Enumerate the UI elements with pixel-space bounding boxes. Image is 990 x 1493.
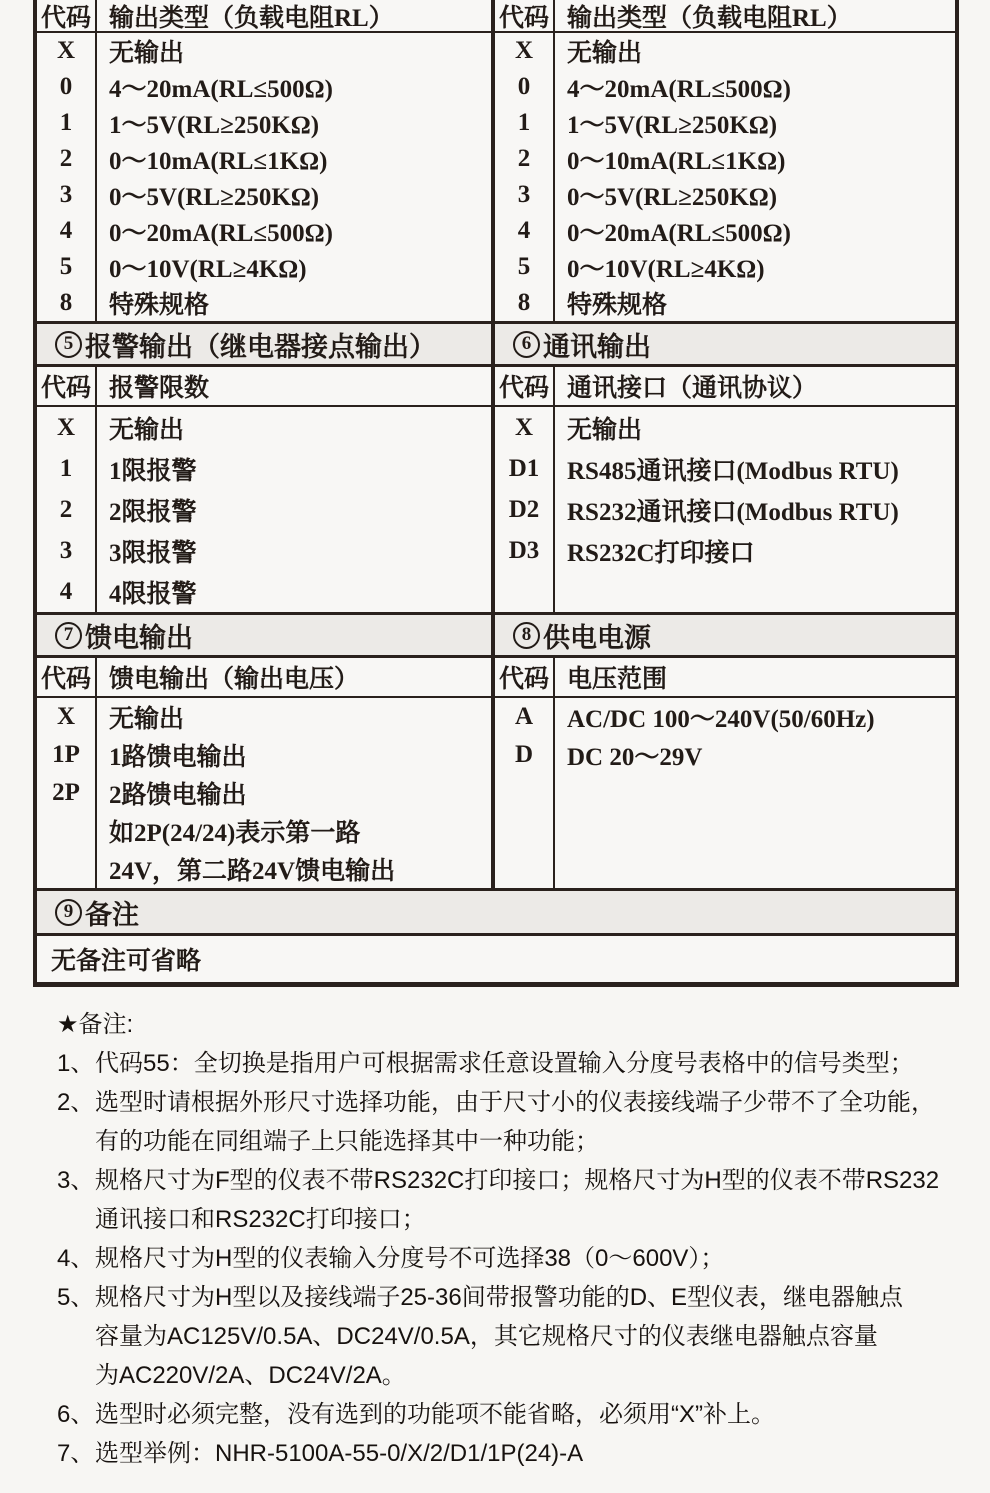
- row-desc: 0～10V(RL≥4KΩ): [567, 256, 765, 283]
- row-code: [495, 571, 555, 612]
- table-row: [495, 448, 955, 489]
- feed-table: [37, 658, 495, 888]
- circled-number: 9: [55, 899, 82, 926]
- row-desc: 3限报警: [109, 539, 197, 567]
- section-band-7-8: [37, 612, 955, 658]
- row-code: 1: [37, 105, 97, 141]
- table-row: [37, 33, 491, 69]
- col-header-desc: 通讯接口（通讯协议）: [567, 375, 818, 402]
- note-text: 选型时必须完整，没有选到的功能项不能省略，必须用“X”补上。: [95, 1401, 775, 1428]
- table-row: [495, 105, 955, 141]
- remark-text: 无备注可省略: [51, 948, 202, 975]
- row-code: 3: [495, 177, 555, 213]
- row-desc: 0～20mA(RL≤500Ω): [567, 220, 791, 247]
- table-row: [495, 285, 955, 321]
- row-desc: [555, 774, 955, 888]
- note-item: [57, 1083, 962, 1161]
- table-header: [37, 658, 491, 698]
- col-header-desc: 馈电输出（输出电压）: [109, 666, 360, 693]
- note-line-continuation: 为AC220V/2A、DC24V/2A。: [95, 1362, 406, 1389]
- col-header-code: 代码: [495, 367, 555, 405]
- row-code: A: [495, 698, 555, 736]
- row-code: X: [37, 698, 97, 736]
- note-line-continuation: 通讯接口和RS232C打印接口；: [95, 1206, 426, 1233]
- table-row: [495, 69, 955, 105]
- remark-content-row: [37, 936, 955, 982]
- table-row: [495, 177, 955, 213]
- table-row: [37, 489, 491, 530]
- section-band-9: [37, 888, 955, 936]
- table-row: [495, 33, 955, 69]
- note-line: [57, 1395, 962, 1434]
- table-header: [37, 367, 491, 407]
- row-code: D: [495, 736, 555, 774]
- col-header-desc: 输出类型（负载电阻RL）: [109, 4, 394, 32]
- table-row: [37, 530, 491, 571]
- row-desc: 1～5V(RL≥250KΩ): [567, 112, 778, 139]
- note-text: 选型时请根据外形尺寸选择功能，由于尺寸小的仪表接线端子少带不了全功能，: [95, 1089, 935, 1116]
- table-row: [495, 213, 955, 249]
- note-line: [57, 1434, 962, 1473]
- table-row: [37, 141, 491, 177]
- note-line: [57, 1044, 962, 1083]
- row-desc: [555, 571, 955, 612]
- section-title: 报警输出（继电器接点输出）: [85, 331, 436, 362]
- note-marker: 7、: [57, 1440, 95, 1467]
- col-header-code: 代码: [37, 658, 97, 696]
- row-desc: 无输出: [109, 416, 185, 444]
- section-8-header: [495, 615, 955, 655]
- row-code: 2P: [37, 774, 97, 812]
- circled-number: 8: [513, 622, 540, 649]
- output-tables-band: [37, 0, 955, 321]
- row-desc: 无输出: [567, 416, 643, 444]
- row-desc: RS485通讯接口(Modbus RTU): [567, 457, 899, 485]
- power-table: [495, 658, 955, 888]
- row-desc: 2限报警: [109, 498, 197, 526]
- row-code: 1: [495, 105, 555, 141]
- note-item: [57, 1161, 962, 1239]
- row-desc: DC 20～29V: [567, 744, 703, 771]
- row-code: 3: [37, 177, 97, 213]
- notes-title: ★备注:: [57, 1011, 134, 1038]
- note-item: [57, 1239, 962, 1278]
- table-header: [495, 367, 955, 407]
- row-desc: RS232通讯接口(Modbus RTU): [567, 498, 899, 526]
- row-desc: 0～20mA(RL≤500Ω): [109, 220, 333, 247]
- table-row: [37, 850, 491, 888]
- row-code: D1: [495, 448, 555, 489]
- table-row: [37, 812, 491, 850]
- selection-spec-table: [33, 0, 959, 987]
- row-desc: 如2P(24/24)表示第一路: [109, 820, 361, 847]
- row-desc: 1路馈电输出: [109, 744, 247, 771]
- note-line: [57, 1278, 962, 1317]
- table-row: [495, 249, 955, 285]
- row-code: [37, 850, 97, 888]
- note-text: 规格尺寸为F型的仪表不带RS232C打印接口；规格尺寸为H型的仪表不带RS232: [95, 1167, 940, 1194]
- note-text: 规格尺寸为H型以及接线端子25-36间带报警功能的D、E型仪表，继电器触点: [95, 1284, 904, 1311]
- section-title: 供电电源: [543, 622, 651, 653]
- section-6-header: [495, 324, 955, 364]
- table-row: [37, 105, 491, 141]
- note-item: [57, 1278, 962, 1395]
- row-desc: 1限报警: [109, 457, 197, 485]
- section-title: 通讯输出: [543, 331, 651, 362]
- note-item: [57, 1044, 962, 1083]
- row-desc: AC/DC 100～240V(50/60Hz): [567, 706, 875, 733]
- row-code: [37, 812, 97, 850]
- col-header-desc: 电压范围: [567, 666, 668, 693]
- row-code: 1: [37, 448, 97, 489]
- note-line: [57, 1239, 962, 1278]
- note-text: 规格尺寸为H型的仪表输入分度号不可选择38（0～600V）；: [95, 1245, 725, 1272]
- row-code: X: [37, 33, 97, 69]
- section-band-5-6: [37, 321, 955, 367]
- alarm-table: [37, 367, 495, 612]
- note-marker: 6、: [57, 1401, 95, 1428]
- table-row: [37, 736, 491, 774]
- row-code: X: [37, 407, 97, 448]
- row-desc: 0～5V(RL≥250KΩ): [567, 184, 778, 211]
- row-desc: 特殊规格: [109, 292, 210, 319]
- note-marker: 3、: [57, 1167, 95, 1194]
- table-row: [495, 407, 955, 448]
- table-row: [37, 571, 491, 612]
- col-header-code: 代码: [37, 0, 97, 31]
- row-desc: 1～5V(RL≥250KΩ): [109, 112, 320, 139]
- table-row: [37, 407, 491, 448]
- note-line: [57, 1161, 962, 1200]
- table-row: [37, 213, 491, 249]
- row-code: 0: [37, 69, 97, 105]
- circled-number: 6: [513, 331, 540, 358]
- note-marker: 2、: [57, 1089, 95, 1116]
- row-desc: RS232C打印接口: [567, 539, 755, 567]
- row-code: [495, 774, 555, 888]
- row-desc: 0～10V(RL≥4KΩ): [109, 256, 307, 283]
- row-desc: 0～5V(RL≥250KΩ): [109, 184, 320, 211]
- row-code: X: [495, 407, 555, 448]
- table-row: [495, 141, 955, 177]
- table-row: [37, 177, 491, 213]
- row-desc: 无输出: [109, 40, 185, 67]
- comm-table: [495, 367, 955, 612]
- row-code: 8: [37, 285, 97, 321]
- table-header: [37, 0, 491, 33]
- col-header-desc: 输出类型（负载电阻RL）: [567, 4, 852, 32]
- note-text: 代码55：全切换是指用户可根据需求任意设置输入分度号表格中的信号类型；: [95, 1050, 914, 1077]
- row-code: X: [495, 33, 555, 69]
- note-line-continuation: 容量为AC125V/0.5A、DC24V/0.5A，其它规格尺寸的仪表继电器触点容量: [95, 1323, 878, 1350]
- row-code: 4: [37, 213, 97, 249]
- row-desc: 4限报警: [109, 580, 197, 608]
- table-row: [37, 698, 491, 736]
- col-header-code: 代码: [495, 0, 555, 31]
- row-code: 2: [495, 141, 555, 177]
- row-desc: 4～20mA(RL≤500Ω): [567, 76, 791, 103]
- note-text: 选型举例：NHR-5100A-55-0/X/2/D1/1P(24)-A: [95, 1440, 584, 1467]
- row-code: 8: [495, 285, 555, 321]
- row-code: 1P: [37, 736, 97, 774]
- note-marker: 1、: [57, 1050, 95, 1077]
- section-7-header: [37, 615, 495, 655]
- alarm-comm-band: [37, 367, 955, 612]
- table-row: [37, 249, 491, 285]
- row-code: 2: [37, 141, 97, 177]
- section-5-header: [37, 324, 495, 364]
- note-marker: 5、: [57, 1284, 95, 1311]
- row-code: D3: [495, 530, 555, 571]
- output-table-right: [495, 0, 955, 321]
- feed-power-band: [37, 658, 955, 888]
- col-header-code: 代码: [495, 658, 555, 696]
- row-desc: 0～10mA(RL≤1KΩ): [567, 148, 786, 175]
- row-code: 2: [37, 489, 97, 530]
- row-desc: 特殊规格: [567, 292, 668, 319]
- row-desc: 无输出: [567, 40, 643, 67]
- table-row: [495, 530, 955, 571]
- circled-number: 5: [55, 331, 82, 358]
- note-item: [57, 1434, 962, 1473]
- row-desc: 4～20mA(RL≤500Ω): [109, 76, 333, 103]
- col-header-code: 代码: [37, 367, 97, 405]
- row-code: 5: [495, 249, 555, 285]
- row-desc: 0～10mA(RL≤1KΩ): [109, 148, 328, 175]
- table-header: [495, 0, 955, 33]
- table-row-empty: [495, 774, 955, 888]
- col-header-desc: 报警限数: [109, 375, 210, 402]
- row-desc: 无输出: [109, 706, 185, 733]
- row-code: D2: [495, 489, 555, 530]
- row-code: 3: [37, 530, 97, 571]
- table-header: [495, 658, 955, 698]
- table-row: [37, 285, 491, 321]
- note-marker: 4、: [57, 1245, 95, 1272]
- row-desc: 2路馈电输出: [109, 782, 247, 809]
- section-9-header: [37, 891, 955, 933]
- section-title: 馈电输出: [85, 622, 193, 653]
- table-row: [495, 489, 955, 530]
- table-row-empty: [495, 571, 955, 612]
- row-code: 0: [495, 69, 555, 105]
- table-row: [37, 774, 491, 812]
- table-row: [495, 736, 955, 774]
- output-table-left: [37, 0, 495, 321]
- note-item: [57, 1395, 962, 1434]
- table-row: [37, 448, 491, 489]
- note-line: [57, 1083, 962, 1122]
- table-row: [37, 69, 491, 105]
- row-desc: 24V，第二路24V馈电输出: [109, 858, 396, 885]
- circled-number: 7: [55, 622, 82, 649]
- row-code: 5: [37, 249, 97, 285]
- row-code: 4: [37, 571, 97, 612]
- table-row: [495, 698, 955, 736]
- note-line-continuation: 有的功能在同组端子上只能选择其中一种功能；: [95, 1128, 599, 1155]
- row-code: 4: [495, 213, 555, 249]
- notes-section: [57, 1005, 962, 1473]
- section-title: 备注: [85, 899, 139, 930]
